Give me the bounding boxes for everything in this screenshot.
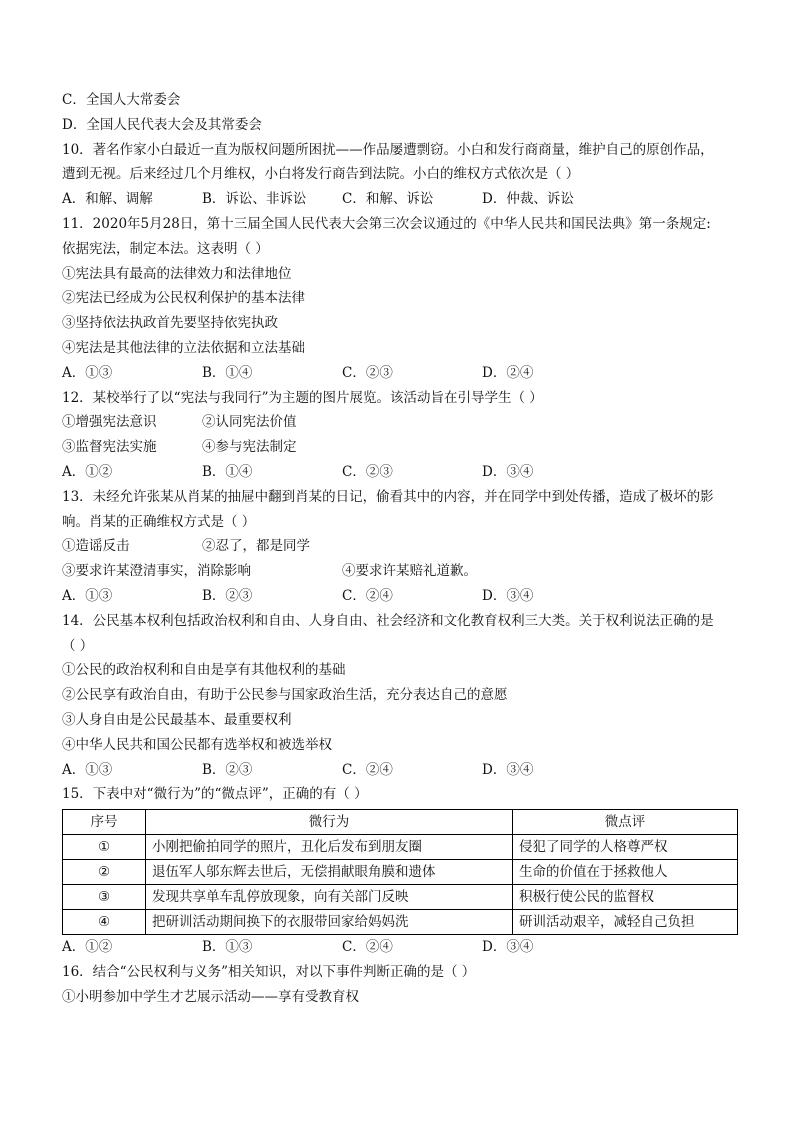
- table-header-cell: 微行为: [146, 810, 513, 835]
- question-14-stem-2: （ ）: [62, 637, 94, 654]
- q14-option-c: C．②④: [342, 761, 393, 778]
- question-11-stem-2: 依据宪法，制定本法。这表明（ ）: [62, 240, 269, 257]
- q13-statement-1: ①造谣反击: [62, 538, 130, 555]
- question-13-stem-1: 13．未经允许张某从肖某的抽屉中翻到肖某的日记，偷看其中的内容，并在同学中到处传播，造成了极坏的影: [62, 488, 714, 505]
- question-11-options: [62, 361, 742, 386]
- q14-statement-4: ④中华人民共和国公民都有选举权和被选举权: [62, 736, 332, 753]
- q15-option-a: A．①②: [62, 939, 113, 956]
- q14-option-d: D．③④: [482, 761, 534, 778]
- q10-option-b: B．诉讼、非诉讼: [202, 191, 307, 208]
- table-header-cell: 微点评: [513, 810, 738, 835]
- question-14-stem-1: 14．公民基本权利包括政治权利和自由、人身自由、社会经济和文化教育权利三大类。关于权利说法正确的是: [62, 612, 714, 629]
- table-cell-comment: 生命的价值在于拯救他人: [513, 860, 738, 885]
- q10-option-a: A．和解、调解: [62, 191, 153, 208]
- q14-option-a: A．①③: [62, 761, 113, 778]
- q14-option-b: B．②③: [202, 761, 253, 778]
- q11-statement-4: ④宪法是其他法律的立法依据和立法基础: [62, 339, 305, 356]
- option-c-line: C．全国人大常委会: [62, 92, 181, 108]
- exam-page: [62, 88, 742, 1010]
- table-row: [63, 835, 738, 860]
- table-header-row: [63, 810, 738, 835]
- table-cell-index: ①: [63, 835, 146, 860]
- q16-statement-1: ①小明参加中学生才艺展示活动——享有受教育权: [62, 988, 359, 1005]
- table-cell-behavior: 退伍军人邬东辉去世后，无偿捐献眼角膜和遗体: [146, 860, 513, 885]
- table-row: [63, 910, 738, 935]
- table-cell-comment: 积极行使公民的监督权: [513, 885, 738, 910]
- q12-option-d: D．③④: [482, 463, 534, 480]
- q12-option-a: A．①②: [62, 463, 113, 480]
- q15-option-d: D．③④: [482, 939, 534, 956]
- q11-option-b: B．①④: [202, 364, 253, 381]
- table-cell-comment: 研训活动艰辛，减轻自己负担: [513, 910, 738, 935]
- table-cell-behavior: 发现共享单车乱停放现象，向有关部门反映: [146, 885, 513, 910]
- question-12-stem: 12．某校举行了以“宪法与我同行”为主题的图片展览。该活动旨在引导学生（ ）: [62, 389, 543, 406]
- q13-option-b: B．②③: [202, 587, 253, 604]
- q12-statements-row-2: [62, 435, 742, 460]
- question-15-table: [62, 809, 738, 935]
- question-12-options: [62, 460, 742, 485]
- question-13-options: [62, 584, 742, 609]
- table-row: [63, 885, 738, 910]
- q11-option-a: A．①③: [62, 364, 113, 381]
- q13-statements-row-1: [62, 534, 742, 559]
- q11-statement-1: ①宪法具有最高的法律效力和法律地位: [62, 265, 292, 282]
- table-header-cell: 序号: [63, 810, 146, 835]
- q11-statement-2: ②宪法已经成为公民权利保护的基本法律: [62, 290, 305, 307]
- question-11-stem-1: 11．2020年5月28日，第十三届全国人民代表大会第三次会议通过的《中华人民共和国民法典》第一条规定:: [62, 215, 711, 232]
- question-10-stem-1: 10．著名作家小白最近一直为版权问题所困扰——作品屡遭剽窃。小白和发行商商量，维护自己的原创作品，: [62, 141, 714, 158]
- option-d-line: D．全国人民代表大会及其常委会: [62, 116, 262, 133]
- table-cell-index: ②: [63, 860, 146, 885]
- q14-statement-1: ①公民的政治权利和自由是享有其他权利的基础: [62, 662, 346, 679]
- question-15-options: [62, 935, 742, 960]
- table-cell-index: ④: [63, 910, 146, 935]
- table-row: [63, 860, 738, 885]
- q12-option-b: B．①④: [202, 463, 253, 480]
- question-14-options: [62, 758, 742, 783]
- q13-option-c: C．②④: [342, 587, 393, 604]
- q13-statement-4: ④要求许某赔礼道歉。: [342, 563, 477, 580]
- table-cell-comment: 侵犯了同学的人格尊严权: [513, 835, 738, 860]
- q12-statements-row-1: [62, 410, 742, 435]
- q12-statement-3: ③监督宪法实施: [62, 439, 157, 456]
- q12-statement-2: ②认同宪法价值: [202, 414, 297, 431]
- question-10-stem-2: 遭到无视。后来经过几个月维权，小白将发行商告到法院。小白的维权方式依次是（ ）: [62, 166, 580, 183]
- q11-option-c: C．②③: [342, 364, 393, 381]
- q13-statement-3: ③要求许某澄清事实，消除影响: [62, 563, 251, 580]
- table-cell-index: ③: [63, 885, 146, 910]
- q10-option-d: D．仲裁、诉讼: [482, 191, 574, 208]
- q12-statement-1: ①增强宪法意识: [62, 414, 157, 431]
- table-cell-behavior: 小刚把偷拍同学的照片，丑化后发布到朋友圈: [146, 835, 513, 860]
- q11-option-d: D．②④: [482, 364, 534, 381]
- question-15-stem: 15．下表中对“微行为”的“微点评”，正确的有（ ）: [62, 786, 368, 803]
- question-10-options: [62, 187, 742, 212]
- q15-option-b: B．①③: [202, 939, 253, 956]
- q11-statement-3: ③坚持依法执政首先要坚持依宪执政: [62, 315, 278, 332]
- q13-option-d: D．③④: [482, 587, 534, 604]
- q15-option-c: C．②④: [342, 939, 393, 956]
- q10-option-c: C．和解、诉讼: [342, 191, 434, 208]
- q13-option-a: A．①③: [62, 587, 113, 604]
- table-cell-behavior: 把研训活动期间换下的衣服带回家给妈妈洗: [146, 910, 513, 935]
- q13-statement-2: ②忍了，都是同学: [202, 538, 310, 555]
- q12-statement-4: ④参与宪法制定: [202, 439, 297, 456]
- q14-statement-2: ②公民享有政治自由，有助于公民参与国家政治生活，充分表达自己的意愿: [62, 687, 508, 704]
- question-13-stem-2: 响。肖某的正确维权方式是（ ）: [62, 513, 256, 530]
- q13-statements-row-2: [62, 559, 742, 584]
- question-16-stem: 16．结合“公民权利与义务”相关知识，对以下事件判断正确的是（ ）: [62, 963, 476, 980]
- q14-statement-3: ③人身自由是公民最基本、最重要权利: [62, 711, 292, 728]
- q12-option-c: C．②③: [342, 463, 393, 480]
